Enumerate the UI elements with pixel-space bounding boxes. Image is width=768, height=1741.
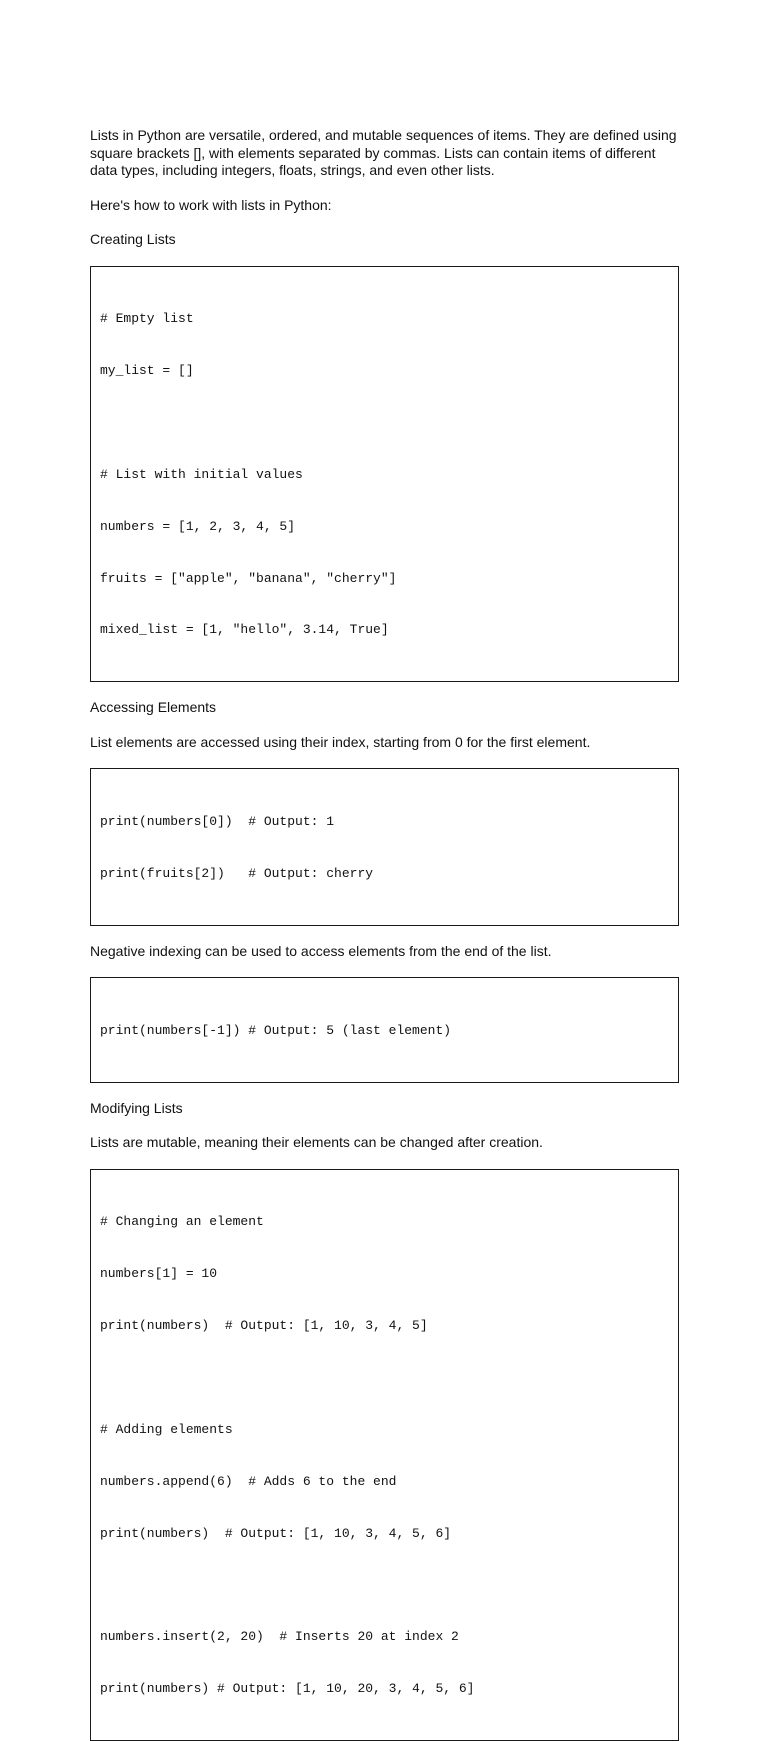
code-line: print(numbers[0]) # Output: 1: [100, 813, 335, 829]
code-line: print(numbers) # Output: [1, 10, 3, 4, 5]: [100, 1318, 428, 1334]
heading-modifying-lists: Modifying Lists: [90, 1099, 183, 1116]
code-line: # List with initial values: [100, 466, 303, 482]
code-line: numbers.append(6) # Adds 6 to the end: [100, 1473, 397, 1489]
code-line: [100, 1369, 669, 1386]
code-line: print(fruits[2]) # Output: cherry: [100, 865, 374, 881]
code-block-modifying: [90, 1169, 679, 1741]
code-block-accessing: [90, 768, 679, 925]
intro-paragraph: Lists in Python are versatile, ordered, and mutable sequences of items. They are defined using square brackets [], with elements separated by commas. Lists can contain items of different data types, including integers, floats, strings, and even other lists.: [90, 127, 681, 178]
code-line: numbers.insert(2, 20) # Inserts 20 at index 2: [100, 1629, 459, 1645]
code-line: # Changing an element: [100, 1214, 264, 1230]
code-line: [100, 414, 669, 431]
code-line: numbers = [1, 2, 3, 4, 5]: [100, 518, 296, 534]
code-line: # Adding elements: [100, 1421, 233, 1437]
howto-paragraph: Here's how to work with lists in Python:: [90, 196, 332, 213]
code-line: # Empty list: [100, 311, 194, 327]
heading-creating-lists: Creating Lists: [90, 231, 176, 247]
modifying-paragraph: Lists are mutable, meaning their elements can be changed after creation.: [90, 1134, 543, 1151]
document-body: [90, 127, 680, 1741]
accessing-paragraph: List elements are accessed using their index, starting from 0 for the first element.: [90, 733, 591, 750]
code-line: print(numbers) # Output: [1, 10, 20, 3, 4, 5, 6]: [100, 1681, 475, 1697]
code-line: mixed_list = [1, "hello", 3.14, True]: [100, 622, 389, 638]
code-line: [100, 1577, 669, 1594]
negative-indexing-paragraph: Negative indexing can be used to access elements from the end of the list.: [90, 942, 552, 959]
code-line: fruits = ["apple", "banana", "cherry"]: [100, 570, 397, 586]
code-block-negative-indexing: [90, 977, 679, 1082]
code-line: print(numbers[-1]) # Output: 5 (last element): [100, 1022, 452, 1038]
code-line: my_list = []: [100, 362, 194, 378]
heading-accessing-elements: Accessing Elements: [90, 699, 217, 716]
code-block-creating-lists: [90, 266, 679, 683]
code-line: print(numbers) # Output: [1, 10, 3, 4, 5, 6]: [100, 1525, 452, 1541]
code-line: numbers[1] = 10: [100, 1266, 218, 1282]
